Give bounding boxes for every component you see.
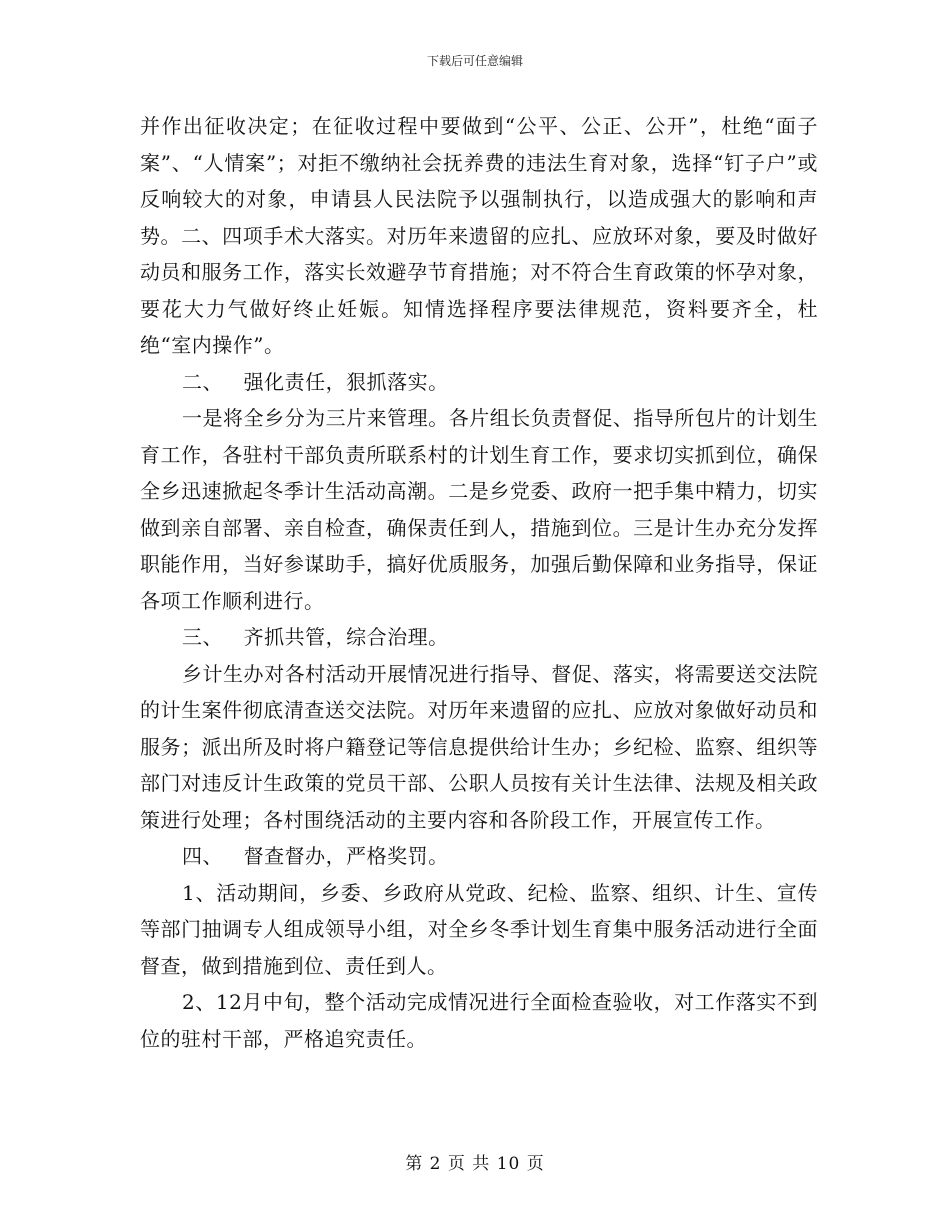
- paragraph-section-2: 一是将全乡分为三片来管理。各片组长负责督促、指导所包片的计划生育工作，各驻村干部负责所联系村的计划生育工作，要求切实抓到位，确保全乡迅速掀起冬季计生活动高潮。二是乡党委、政府一把手集中精力，切实做到亲自部署、亲自检查，确保责任到人，措施到位。三是计生办充分发挥职能作用，当好参谋助手，搞好优质服务，加强后勤保障和业务指导，保证各项工作顺利进行。: [140, 406, 818, 613]
- section-heading-2: 二、 强化责任，狠抓落实。: [182, 369, 449, 394]
- page-number-footer: 第 2 页 共 10 页: [405, 1154, 545, 1174]
- paragraph-item-2: 2、12月中旬，整个活动完成情况进行全面检查验收，对工作落实不到位的驻村干部，严格追究责任。: [140, 990, 818, 1051]
- paragraph-section-3: 乡计生办对各村活动开展情况进行指导、督促、落实，将需要送交法院的计生案件彻底清查送交法院。对历年来遗留的应扎、应放对象做好动员和服务；派出所及时将户籍登记等信息提供给计生办；乡纪检、监察、组织等部门对违反计生政策的党员干部、公职人员按有关计生法律、法规及相关政策进行处理；各村围绕活动的主要内容和各阶段工作，开展宣传工作。: [140, 661, 818, 832]
- paragraph-item-1: 1、活动期间，乡委、乡政府从党政、纪检、监察、组织、计生、宣传等部门抽调专人组成领导小组，对全乡冬季计划生育集中服务活动进行全面督查，做到措施到位、责任到人。: [140, 880, 818, 978]
- document-body: [140, 108, 818, 1057]
- paragraph-continuation: 并作出征收决定；在征收过程中要做到“公平、公正、公开”，杜绝“面子案”、“人情案”；对拒不缴纳社会抚养费的违法生育对象，选择“钉子户”或反响较大的对象，申请县人民法院予以强制执行，以造成强大的影响和声势。二、四项手术大落实。对历年来遗留的应扎、应放环对象，要及时做好动员和服务工作，落实长效避孕节育措施；对不符合生育政策的怀孕对象，要花大力气做好终止妊娠。知情选择程序要法律规范，资料要齐全，杜绝“室内操作”。: [140, 114, 818, 357]
- section-heading-4: 四、 督查督办，严格奖罚。: [182, 844, 449, 868]
- page-header-note: 下载后可任意编辑: [426, 54, 523, 68]
- section-heading-3: 三、 齐抓共管，综合治理。: [182, 625, 449, 649]
